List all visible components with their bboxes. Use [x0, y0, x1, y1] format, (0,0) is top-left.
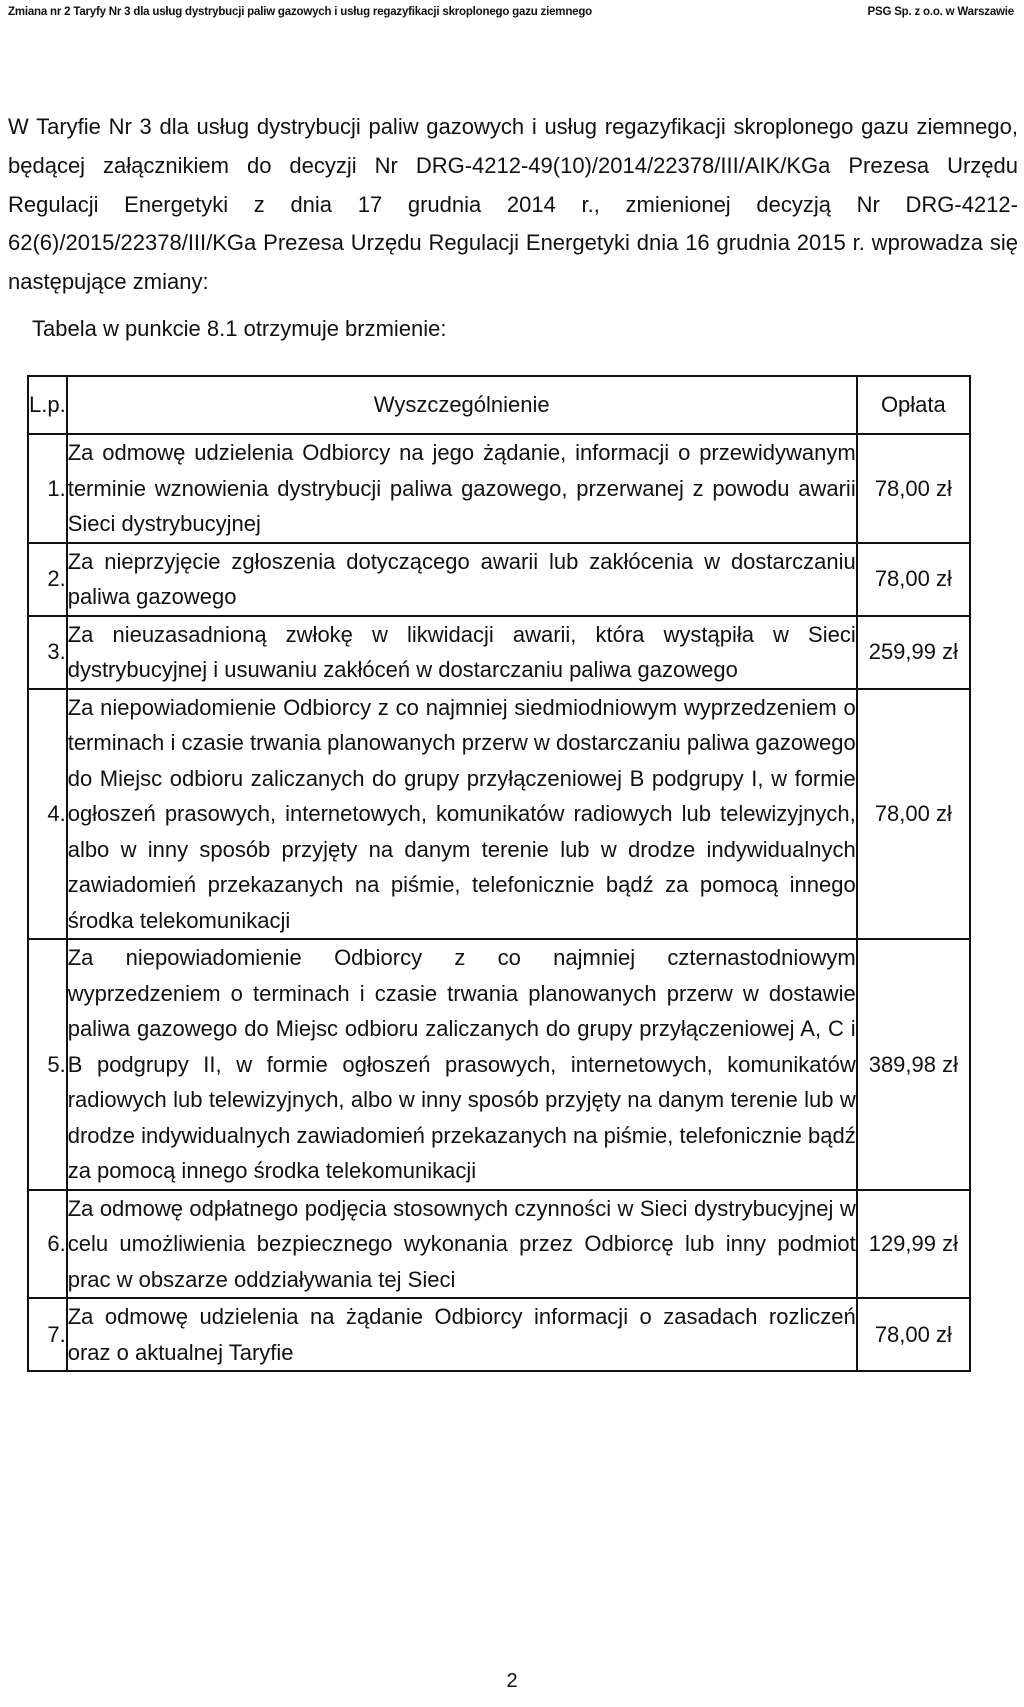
table-row [28, 616, 970, 689]
table-header-row [28, 376, 970, 434]
page-number: 2 [506, 1670, 518, 1692]
row-number: 4. [28, 689, 67, 940]
table-row [28, 434, 970, 543]
row-description: Za odmowę udzielenia Odbiorcy na jego żądanie, informacji o przewidywanym terminie wznowienia dystrybucji paliwa gazowego, przerwanej z powodu awarii Sieci dystrybucyjnej [67, 434, 857, 543]
row-number: 2. [28, 543, 67, 616]
row-description: Za niepowiadomienie Odbiorcy z co najmniej czternastodniowym wyprzedzeniem o terminach i czasie trwania planowanych przerw w dostawie paliwa gazowego do Miejsc odbioru zaliczanych do grupy przyłączeniowej A, C i B podgrupy II, w formie ogłoszeń prasowych, internetowych, komunikatów radiowych lub telewizyjnych, albo w inny sposób przyjęty na danym terenie lub w drodze indywidualnych zawiadomień przekazanych na piśmie, telefonicznie bądź za pomocą innego środka telekomunikacji [67, 939, 857, 1190]
table-row [28, 1190, 970, 1299]
row-description: Za odmowę odpłatnego podjęcia stosownych czynności w Sieci dystrybucyjnej w celu umożliwienia bezpiecznego wykonania przez Odbiorcę lub inny podmiot prac w obszarze oddziaływania tej Sieci [67, 1190, 857, 1299]
table-subheading: Tabela w punkcie 8.1 otrzymuje brzmienie: [32, 316, 447, 341]
table-row [28, 689, 970, 940]
row-fee: 78,00 zł [857, 689, 970, 940]
row-fee: 259,99 zł [857, 616, 970, 689]
row-fee: 129,99 zł [857, 1190, 970, 1299]
row-number: 3. [28, 616, 67, 689]
row-fee: 78,00 zł [857, 434, 970, 543]
header-company-name: PSG Sp. z o.o. w Warszawie [867, 6, 1014, 18]
row-number: 1. [28, 434, 67, 543]
row-number: 7. [28, 1298, 67, 1371]
row-description: Za nieuzasadnioną zwłokę w likwidacji awarii, która wystąpiła w Sieci dystrybucyjnej i usuwaniu zakłóceń w dostarczaniu paliwa gazowego [67, 616, 857, 689]
page-header [8, 6, 1014, 18]
row-description: Za niepowiadomienie Odbiorcy z co najmniej siedmiodniowym wyprzedzeniem o terminach i czasie trwania planowanych przerw w dostarczaniu paliwa gazowego do Miejsc odbioru zaliczanych do grupy przyłączeniowej B podgrupy I, w formie ogłoszeń prasowych, internetowych, komunikatów radiowych lub telewizyjnych, albo w inny sposób przyjęty na danym terenie lub w drodze indywidualnych zawiadomień przekazanych na piśmie, telefonicznie bądź za pomocą innego środka telekomunikacji [67, 689, 857, 940]
row-number: 6. [28, 1190, 67, 1299]
header-document-title: Zmiana nr 2 Taryfy Nr 3 dla usług dystrybucji paliw gazowych i usług regazyfikacji skroplonego gazu ziemnego [8, 6, 592, 18]
table-row [28, 939, 970, 1190]
row-fee: 78,00 zł [857, 1298, 970, 1371]
column-header-fee: Opłata [857, 376, 970, 434]
fee-table [27, 375, 971, 1372]
intro-paragraph: W Taryfie Nr 3 dla usług dystrybucji paliw gazowych i usług regazyfikacji skroplonego gazu ziemnego, będącej załącznikiem do decyzji Nr DRG-4212-49(10)/2014/22378/III/AIK/KGa Prezesa Urzędu Regulacji Energetyki z dnia 17 grudnia 2014 r., zmienionej decyzją Nr DRG-4212-62(6)/2015/22378/III/KGa Prezesa Urzędu Regulacji Energetyki dnia 16 grudnia 2015 r. wprowadza się następujące zmiany: [8, 114, 1018, 295]
table-row [28, 1298, 970, 1371]
row-description: Za odmowę udzielenia na żądanie Odbiorcy informacji o zasadach rozliczeń oraz o aktualnej Taryfie [67, 1298, 857, 1371]
table-row [28, 543, 970, 616]
column-header-description: Wyszczególnienie [67, 376, 857, 434]
row-description: Za nieprzyjęcie zgłoszenia dotyczącego awarii lub zakłócenia w dostarczaniu paliwa gazowego [67, 543, 857, 616]
column-header-lp: L.p. [28, 376, 67, 434]
row-fee: 389,98 zł [857, 939, 970, 1190]
row-fee: 78,00 zł [857, 543, 970, 616]
row-number: 5. [28, 939, 67, 1190]
